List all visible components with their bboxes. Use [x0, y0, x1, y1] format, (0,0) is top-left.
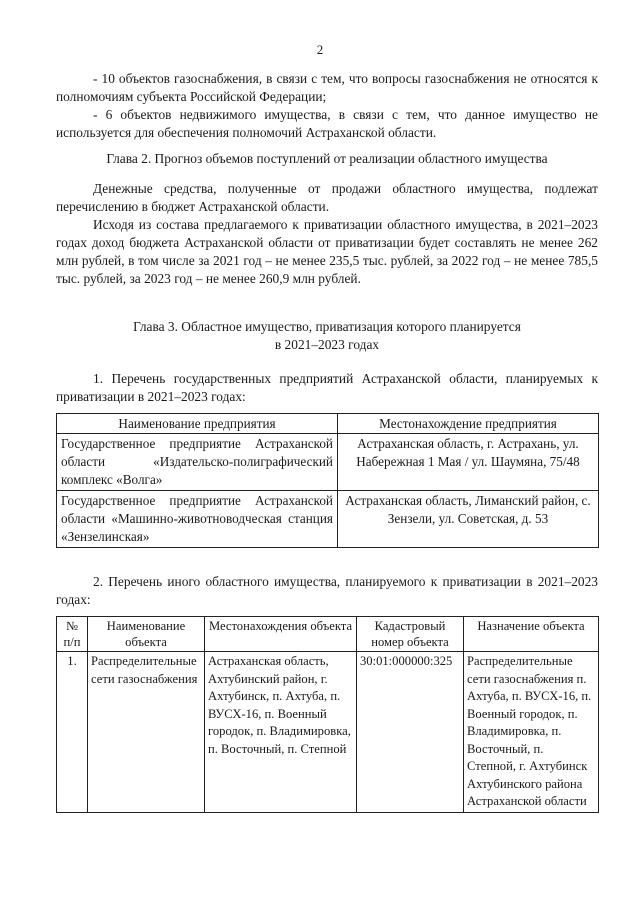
property-table: [56, 616, 599, 813]
object-name: Распределительные сети газоснабжения: [88, 652, 205, 813]
chapter3-title-line2: в 2021–2023 годах: [274, 337, 380, 352]
enterprise-location: Астраханская область, Лиманский район, с. Зензели, ул. Советская, д. 53: [338, 491, 599, 548]
paragraph-gas-objects: - 10 объектов газоснабжения, в связи с тем, что вопросы газоснабжения не относятся к полномочиям субъекта Российской Федерации;: [56, 71, 598, 104]
object-location: Астраханская область, Ахтубинский район, г. Ахтубинск, п. Ахтуба, п. ВУСХ-16, п. Военный городок, п. Владимировка, п. Восточный, п. Степной: [205, 652, 357, 813]
column-header: Наименование предприятия: [57, 414, 338, 434]
list1-intro: 1. Перечень государственных предприятий Астраханской области, планируемых к приватизации в 2021–2023 годах:: [56, 371, 598, 404]
column-header: Кадастровый номер объекта: [357, 617, 464, 652]
column-header: № п/п: [57, 617, 88, 652]
column-header: Местонахождения объекта: [205, 617, 357, 652]
row-number: 1.: [57, 652, 88, 813]
enterprises-table: [56, 413, 599, 548]
column-header: Местонахождение предприятия: [338, 414, 599, 434]
enterprise-name: Государственное предприятие Астраханской области «Машинно-животноводческая станция «Зензелинская»: [57, 491, 338, 548]
enterprise-name: Государственное предприятие Астраханской области «Издательско-полиграфический комплекс «Волга»: [57, 434, 338, 491]
cadastral-number: 30:01:000000:325: [357, 652, 464, 813]
paragraph-real-estate: - 6 объектов недвижимого имущества, в связи с тем, что данное имущество не используется для обеспечения полномочий Астраханской области.: [56, 107, 598, 140]
table-row: [57, 652, 599, 813]
column-header: Наименование объекта: [88, 617, 205, 652]
table-row: [57, 434, 599, 491]
enterprise-location: Астраханская область, г. Астрахань, ул. Набережная 1 Мая / ул. Шаумяна, 75/48: [338, 434, 599, 491]
table-header-row: [57, 414, 599, 434]
chapter3-title-line1: Глава 3. Областное имущество, приватизация которого планируется: [133, 319, 521, 334]
paragraph-funds: Денежные средства, полученные от продажи областного имущества, подлежат перечислению в бюджет Астраханской области.: [56, 181, 598, 214]
paragraph-forecast: Исходя из состава предлагаемого к приватизации областного имущества, в 2021–2023 годах доход бюджета Астраханской области от приватизации будет составлять не менее 262 млн рублей, в том числе за 2021 год – не менее 235,5 тыс. рублей, за 2022 год – не менее 785,5 тыс. рублей, за 2023 год – не менее 260,9 млн рублей.: [56, 217, 598, 286]
table-row: [57, 491, 599, 548]
list2-intro: 2. Перечень иного областного имущества, планируемого к приватизации в 2021–2023 годах:: [56, 574, 598, 607]
page-number: 2: [316, 42, 324, 57]
column-header: Назначение объекта: [464, 617, 599, 652]
object-purpose: Распределительные сети газоснабжения п. Ахтуба, п. ВУСХ-16, п. Военный городок, п. Владимировка, п. Восточный, п. Степной, г. Ахтубинск Ахтубинского района Астраханской области: [464, 652, 599, 813]
table-header-row: [57, 617, 599, 652]
chapter2-title: Глава 2. Прогноз объемов поступлений от реализации областного имущества: [106, 151, 548, 166]
